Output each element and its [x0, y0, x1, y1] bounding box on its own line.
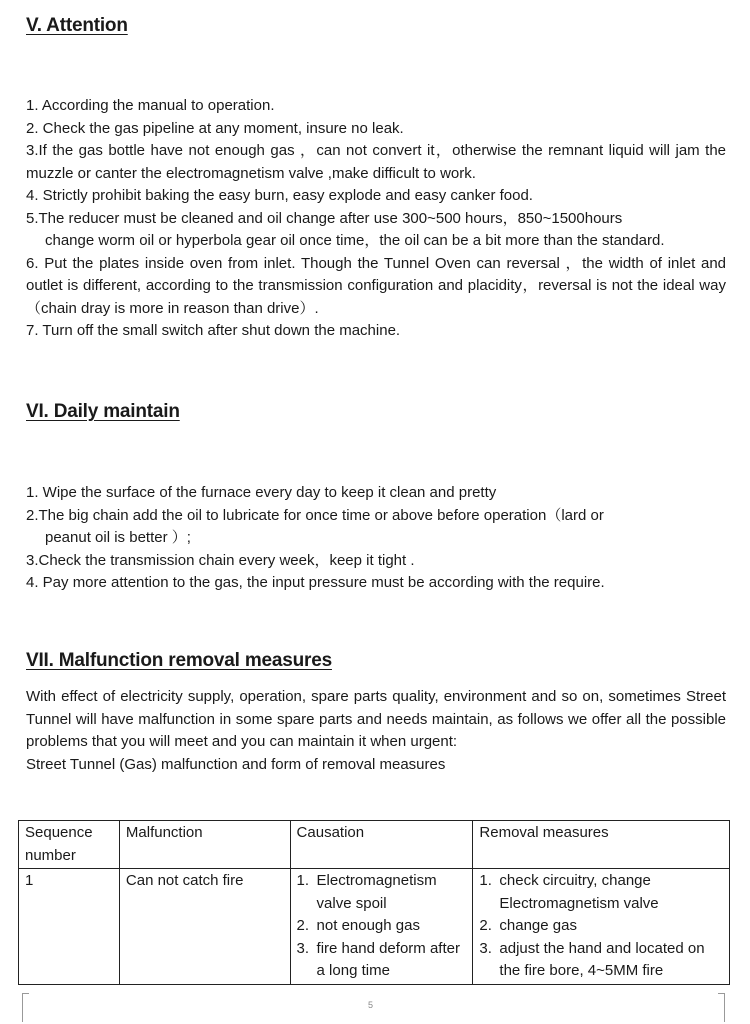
attention-item-1: 1. According the manual to operation. — [26, 97, 275, 114]
header-causation: Causation — [290, 821, 473, 869]
cell-causation — [290, 869, 473, 985]
page-number: 5 — [368, 1000, 374, 1010]
maintain-item-1: 1. Wipe the surface of the furnace every day to keep it clean and pretty — [26, 484, 497, 501]
attention-item-6: 6. Put the plates inside oven from inlet. Though the Tunnel Oven can reversal ，the width of inlet and outlet is different, according to the transmission configuration and placidity，reversal is not the ideal way（chain dray is more in reason than drive）. — [26, 254, 726, 317]
malfunction-intro-block — [26, 686, 726, 776]
cell-malfunction: Can not catch fire — [119, 869, 290, 985]
table-row — [19, 869, 730, 985]
removal-item: 3. adjust the hand and located on the fire bore, 4~5MM fire — [479, 939, 705, 979]
section-6-title: VI. Daily maintain — [26, 401, 180, 422]
header-malfunction: Malfunction — [119, 821, 290, 869]
attention-item-2: 2. Check the gas pipeline at any moment, insure no leak. — [26, 119, 404, 137]
attention-item-3: 3.If the gas bottle have not enough gas ，can not convert it，otherwise the remnant liquid will jam the muzzle or canter the electromagnetism valve ,make difficult to work. — [26, 142, 726, 182]
header-removal: Removal measures — [473, 821, 730, 869]
header-sequence: Sequence number — [19, 821, 120, 869]
cell-removal — [473, 869, 730, 985]
attention-item-5-cont: change worm oil or hyperbola gear oil once time，the oil can be a bit more than the standard. — [45, 232, 665, 249]
section-5-title: V. Attention — [26, 15, 128, 36]
section-7-title: VII. Malfunction removal measures — [26, 650, 332, 671]
attention-item-7: 7. Turn off the small switch after shut down the machine. — [26, 322, 401, 339]
table-caption: Street Tunnel (Gas) malfunction and form of removal measures — [26, 755, 446, 773]
maintain-item-2-cont: peanut oil is better ）; — [45, 529, 191, 546]
maintain-item-2: 2.The big chain add the oil to lubricate for once time or above before operation（lard or — [26, 506, 604, 524]
maintain-item-4: 4. Pay more attention to the gas, the input pressure must be according with the require. — [26, 574, 605, 591]
attention-item-5: 5.The reducer must be cleaned and oil change after use 300~500 hours，850~1500hours — [26, 209, 623, 227]
maintain-item-3: 3.Check the transmission chain every week，keep it tight . — [26, 551, 415, 569]
page-corner-mark-right — [718, 993, 725, 1022]
maintain-list — [26, 482, 726, 595]
page-corner-mark-left — [22, 993, 29, 1022]
cell-sequence: 1 — [19, 869, 120, 985]
removal-item: 1. check circuitry, change Electromagnetism valve — [479, 872, 659, 912]
removal-item: 2. change gas — [479, 917, 577, 934]
causation-item: 3. fire hand deform after a long time — [296, 939, 460, 979]
causation-item: 2. not enough gas — [296, 917, 420, 934]
malfunction-table — [18, 820, 730, 985]
causation-item: 1. Electromagnetism valve spoil — [296, 872, 437, 912]
malfunction-intro: With effect of electricity supply, operation, spare parts quality, environment and so on, sometimes Street Tunnel will have malfunction in some spare parts and needs maintain, as follows we offer all the possible problems that you will meet and you can maintain it when urgent: — [26, 688, 726, 750]
attention-item-4: 4. Strictly prohibit baking the easy burn, easy explode and easy canker food. — [26, 187, 533, 204]
attention-list — [26, 95, 726, 343]
table-header-row — [19, 821, 730, 869]
